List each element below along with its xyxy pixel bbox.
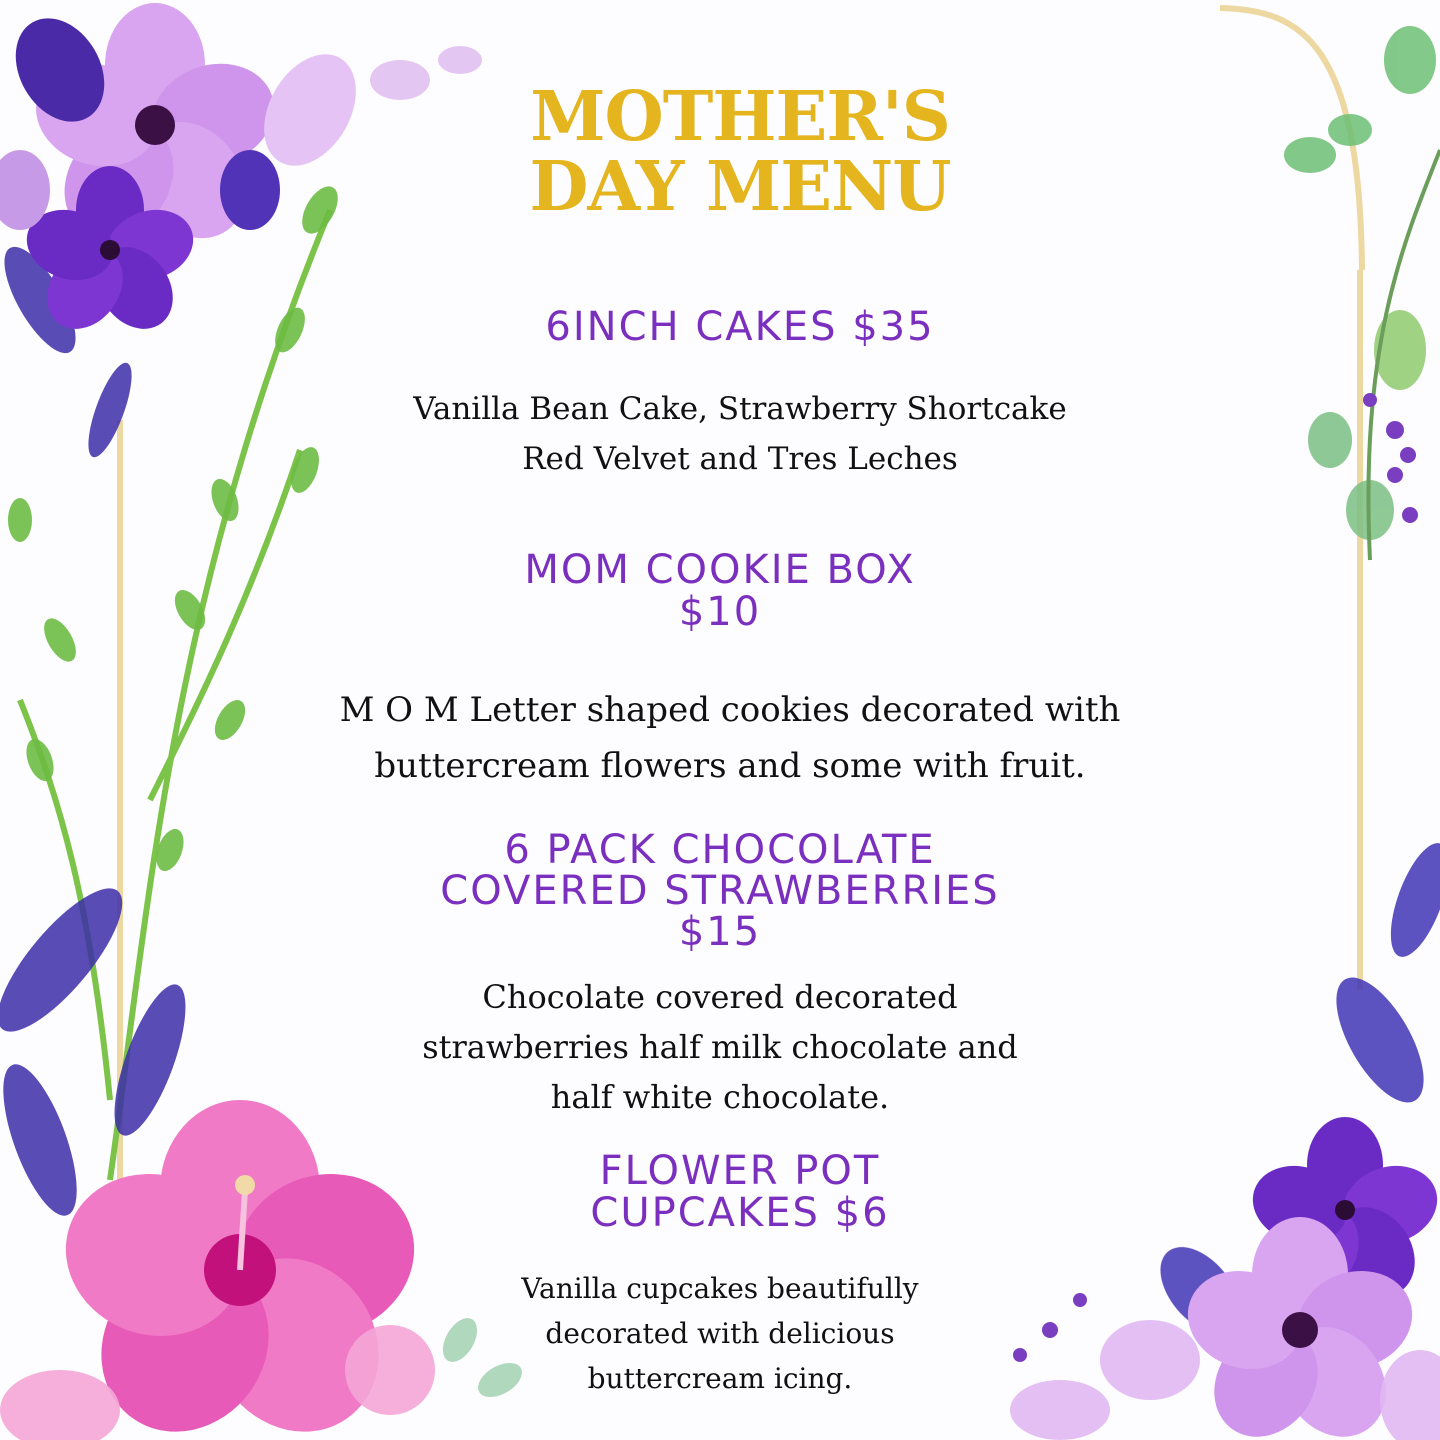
description-line: Vanilla cupcakes beautifully <box>521 1272 919 1305</box>
item-description-cookie-box <box>270 682 1190 794</box>
item-heading-cakes <box>400 306 1080 348</box>
heading-line: CUPCAKES $6 <box>590 1190 890 1236</box>
description-line: decorated with delicious <box>545 1317 895 1350</box>
menu-title-line-2: DAY MENU <box>529 147 951 227</box>
heading-line: $15 <box>678 909 762 955</box>
description-line: buttercream flowers and some with fruit. <box>374 746 1086 786</box>
heading-line: MOM COOKIE BOX <box>524 547 916 593</box>
description-line: Vanilla Bean Cake, Strawberry Shortcake <box>413 391 1067 427</box>
menu-title-line-1: MOTHER'S <box>530 77 950 157</box>
item-heading-strawberries <box>360 827 1080 955</box>
description-line: buttercream icing. <box>587 1362 853 1395</box>
heading-line: 6INCH CAKES $35 <box>545 304 935 350</box>
heading-line: FLOWER POT <box>599 1148 881 1194</box>
item-heading-cookie-box <box>420 549 1020 633</box>
item-heading-cupcakes <box>480 1150 1000 1234</box>
description-line: strawberries half milk chocolate and <box>422 1028 1018 1066</box>
heading-line: 6 PACK CHOCOLATE <box>504 827 936 873</box>
item-description-cakes <box>330 384 1150 484</box>
item-description-strawberries <box>360 972 1080 1122</box>
description-line: Red Velvet and Tres Leches <box>522 441 958 477</box>
heading-line: $10 <box>678 589 762 635</box>
menu-title <box>440 77 1040 227</box>
description-line: half white chocolate. <box>550 1078 890 1116</box>
heading-line: COVERED STRAWBERRIES <box>440 868 1000 914</box>
description-line: M O M Letter shaped cookies decorated with <box>339 690 1121 730</box>
item-description-cupcakes <box>460 1266 980 1401</box>
description-line: Chocolate covered decorated <box>482 978 958 1016</box>
